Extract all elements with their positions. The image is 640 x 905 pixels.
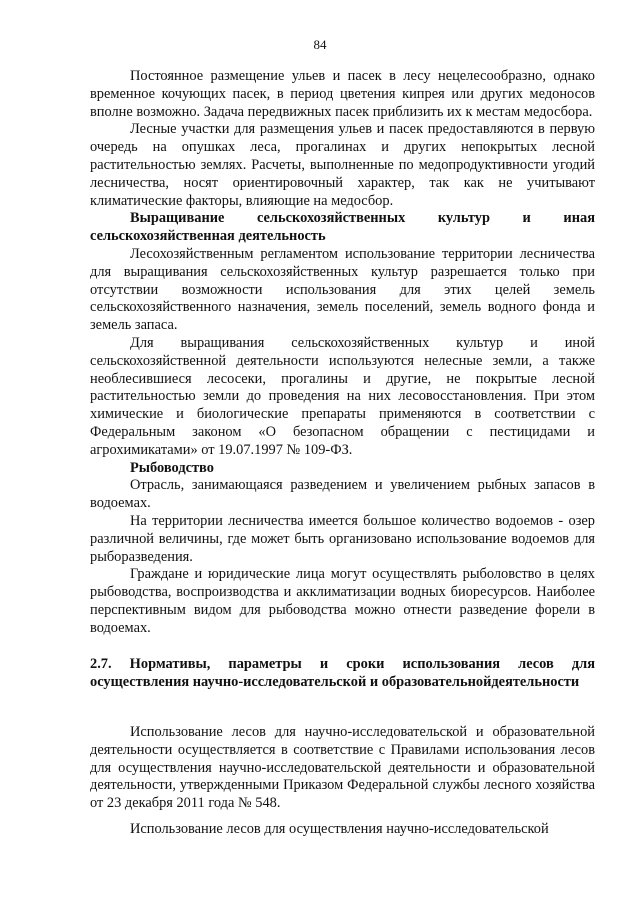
beekeeping-section xyxy=(90,68,595,638)
section-2-7-body xyxy=(90,724,595,813)
section-heading-crops: Выращивание сельскохозяйственных культур и иная сельскохозяйственная деятельность xyxy=(90,210,595,245)
section-2-7 xyxy=(90,656,595,692)
paragraph: Граждане и юридические лица могут осуществлять рыболовство в целях рыбоводства, воспроизводства и акклиматизации водных биоресурсов. Наиболее перспективным видом для рыбоводства можно отнести разведение форели в водоемах. xyxy=(90,566,595,636)
paragraph: На территории лесничества имеется большое количество водоемов - озер различной величины, где может быть организовано использование водоемов для рыборазведения. xyxy=(90,512,595,565)
section-2-7-continued xyxy=(90,821,595,839)
paragraph: Использование лесов для научно-исследовательской и образовательной деятельности осуществляется в соответствие с Правилами использования лесов для осуществления научно-исследовательской деятельности и образовательной деятельности, утвержденными Приказом Федеральной службы лесного хозяйства от 23 декабря 2011 года № 548. xyxy=(90,724,595,812)
paragraph: Лесохозяйственным регламентом использование территории лесничества для выращивания сельскохозяйственных культур разрешается только при отсутствии возможности использования для этих целей земель сельскохозяйственного назначения, земель поселений, земель водного фонда и земель запаса. xyxy=(90,245,595,334)
section-heading-fish: Рыбоводство xyxy=(130,459,214,476)
paragraph: Лесные участки для размещения ульев и пасек предоставляются в первую очередь на опушках леса, прогалинах и других непокрытых лесной растительностью землях. Расчеты, выполненные по медопродуктивности угодий лесничества, носят ориентировочный характер, так как не учитывают климатические факторы, влияющие на медосбор. xyxy=(90,121,595,209)
paragraph: Для выращивания сельскохозяйственных культур и иной сельскохозяйственной деятельности используются нелесные земли, а также необлесившиеся лесосеки, прогалины и другие, не покрытые лесной растительностью земли до проведения на них лесовосстановления. При этом химические и биологические препараты применяются в соответствии с Федеральным законом «О безопасном обращении с пестицидами и агрохимикатами» от 19.07.1997 № 109-ФЗ. xyxy=(90,334,595,458)
paragraph: Постоянное размещение ульев и пасек в лесу нецелесообразно, однако временное кочующих пасек, в период цветения кипрея или других медоносов вполне возможно. Задача передвижных пасек приблизить их к местам медосбора. xyxy=(90,68,595,120)
paragraph: Использование лесов для осуществления научно-исследовательской xyxy=(130,821,549,837)
section-title: 2.7. Нормативы, параметры и сроки использования лесов для осуществления научно-исследовательской и образовательнойдеятельности xyxy=(90,656,595,690)
paragraph: Отрасль, занимающаяся разведением и увеличением рыбных запасов в водоемах. xyxy=(90,477,595,512)
page-number: 84 xyxy=(313,37,327,52)
